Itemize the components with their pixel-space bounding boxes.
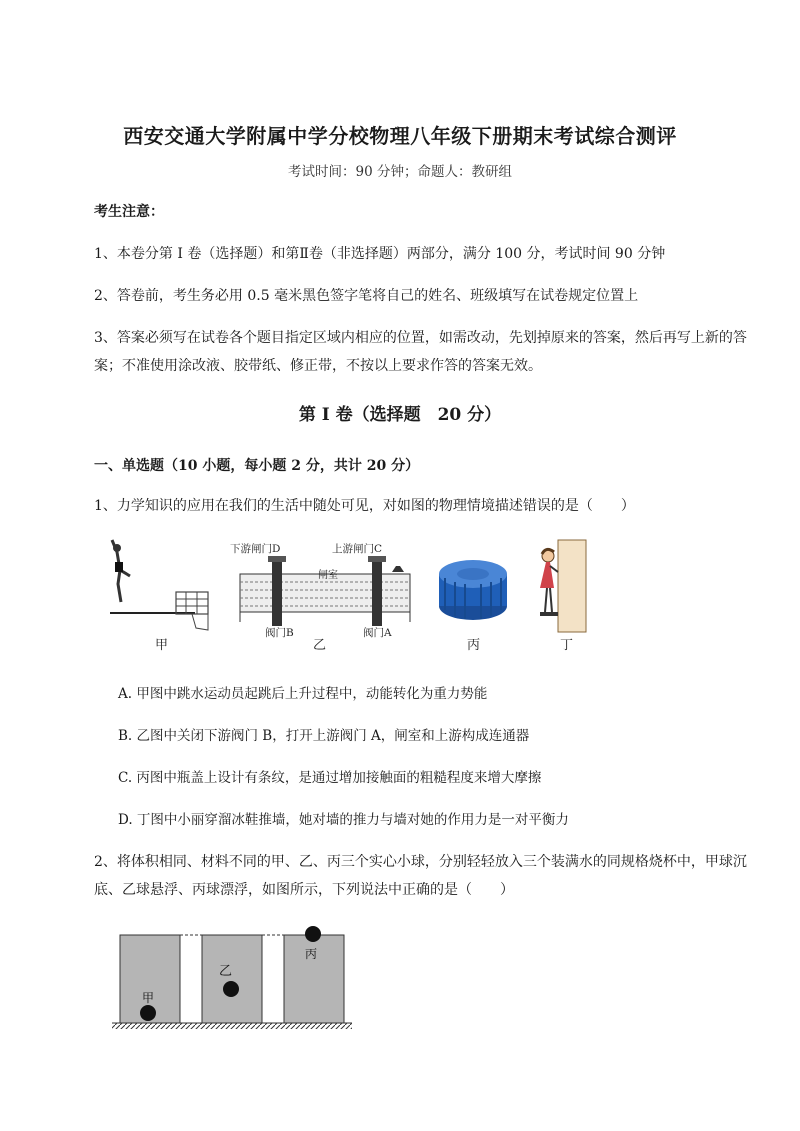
- valve-b-label: 阀门B: [265, 627, 294, 639]
- question-1-figure: [100, 532, 600, 657]
- question-1-option-d: D. 丁图中小丽穿溜冰鞋推墙，她对墙的推力与墙对她的作用力是一对平衡力: [118, 812, 569, 828]
- section-title: 第 I 卷（选择题 20 分）: [298, 405, 502, 425]
- ball-label-jia: 甲: [142, 991, 155, 1005]
- notice-item-3: 3、答案必须写在试卷各个题目指定区域内相应的位置，如需改动，先划掉原来的答案，然后再写上新的答案；不准使用涂改液、胶带纸、修正带，不按以上要求作答的答案无效。: [94, 330, 747, 374]
- beaker-yi: [202, 935, 262, 1023]
- question-1-stem: 1、力学知识的应用在我们的生活中随处可见，对如图的物理情境描述错误的是（ ）: [94, 498, 635, 514]
- ball-label-bing: 丙: [305, 947, 318, 961]
- notice-item-2: 2、答卷前，考生务必用 0.5 毫米黑色签字笔将自己的姓名、班级填写在试卷规定位置上: [94, 288, 639, 304]
- downstream-gate-label: 下游闸门D: [230, 543, 281, 555]
- question-1-option-a: A. 甲图中跳水运动员起跳后上升过程中，动能转化为重力势能: [118, 686, 488, 702]
- question-2-figure: [110, 920, 360, 1035]
- exam-info: 考试时间：90 分钟；命题人：教研组: [288, 164, 512, 180]
- ball-bing: [305, 926, 321, 942]
- figure-label-ding: 丁: [560, 638, 574, 653]
- upstream-gate-label: 上游闸门C: [332, 543, 383, 555]
- figure-label-jia: 甲: [155, 638, 169, 653]
- figure-label-yi: 乙: [313, 638, 327, 653]
- part-heading: 一、单选题（10 小题，每小题 2 分，共计 20 分）: [94, 458, 420, 474]
- notice-item-1: 1、本卷分第 I 卷（选择题）和第Ⅱ卷（非选择题）两部分，满分 100 分，考试时间 90 分钟: [94, 246, 666, 262]
- notice-heading: 考生注意：: [94, 204, 164, 220]
- chamber-label: 闸室: [318, 570, 338, 581]
- ball-yi: [223, 981, 239, 997]
- valve-a-label: 阀门A: [363, 627, 392, 639]
- ball-jia: [140, 1005, 156, 1021]
- girl-wall-figure: [540, 540, 586, 632]
- ground: [112, 1023, 352, 1029]
- question-2-stem: 2、将体积相同、材料不同的甲、乙、丙三个实心小球，分别轻轻放入三个装满水的同规格烧杯中，甲球沉底、乙球悬浮、丙球漂浮，如图所示，下列说法中正确的是（ ）: [94, 854, 747, 898]
- ship-lock-figure: [240, 556, 410, 626]
- ball-label-yi: 乙: [219, 964, 233, 979]
- page-title: 西安交通大学附属中学分校物理八年级下册期末考试综合测评: [123, 124, 677, 148]
- question-1-option-b: B. 乙图中关闭下游阀门 B，打开上游阀门 A，闸室和上游构成连通器: [118, 728, 530, 744]
- bottle-cap-figure: [439, 560, 507, 620]
- diver-figure: [110, 540, 208, 630]
- figure-label-bing: 丙: [467, 638, 481, 653]
- question-1-option-c: C. 丙图中瓶盖上设计有条纹，是通过增加接触面的粗糙程度来增大摩擦: [118, 770, 542, 786]
